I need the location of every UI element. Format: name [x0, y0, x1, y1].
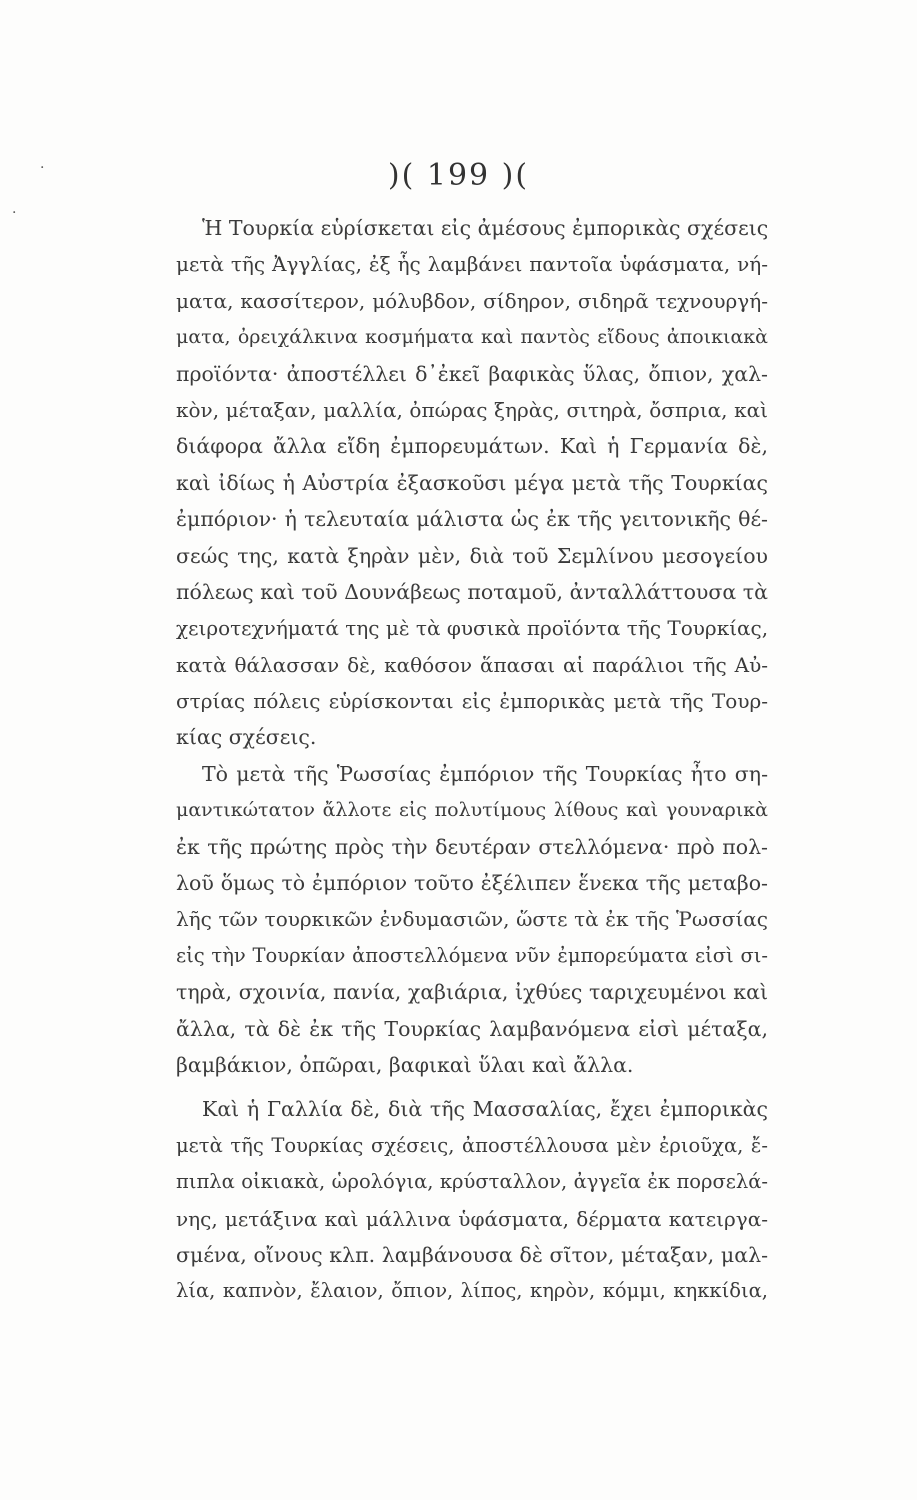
text-line: κατὰ θάλασσαν δὲ, καθόσον ἅπασαι αἱ παράλιοι τῆς Αὐ-: [176, 652, 768, 677]
text-line: κὸν, μέταξαν, μαλλία, ὀπώρας ξηρὰς, σιτηρὰ, ὄσπρια, καὶ: [176, 397, 768, 422]
text-line: βαμβάκιον, ὀπῶραι, βαφικαὶ ὕλαι καὶ ἄλλα.: [176, 1052, 634, 1077]
text-line: χειροτεχνήματά της μὲ τὰ φυσικὰ προϊόντα τῆς Τουρκίας,: [176, 616, 769, 641]
paragraph-2: [176, 756, 768, 1084]
text-line: λῆς τῶν τουρκικῶν ἐνδυμασιῶν, ὥστε τὰ ἐκ τῆς Ῥωσσίας: [176, 907, 768, 932]
text-line: προϊόντα· ἀποστέλλει δ᾽ἐκεῖ βαφικὰς ὕλας, ὄπιον, χαλ-: [176, 361, 768, 386]
text-line: σεώς της, κατὰ ξηρὰν μὲν, διὰ τοῦ Σεμλίνου μεσογείου: [176, 543, 768, 568]
text-line: πόλεως καὶ τοῦ Δουνάβεως ποταμοῦ, ἀνταλλάττουσα τὰ: [176, 579, 768, 604]
text-line: μετὰ τῆς Ἀγγλίας, ἐξ ἧς λαμβάνει παντοῖα ὑφάσματα, νή-: [176, 252, 768, 277]
text-line: πιπλα οἰκιακὰ, ὡρολόγια, κρύσταλλον, ἀγγεῖα ἐκ πορσελά-: [176, 1170, 768, 1194]
text-line: ἐμπόριον· ἡ τελευταία μάλιστα ὡς ἐκ τῆς γειτονικῆς θέ-: [176, 507, 768, 532]
text-line: ματα, κασσίτερον, μόλυβδον, σίδηρον, σιδηρᾶ τεχνουργή-: [176, 288, 768, 313]
text-line: Καὶ ἡ Γαλλία δὲ, διὰ τῆς Μασσαλίας, ἔχει ἐμπορικὰς: [202, 1097, 768, 1122]
text-line: Τὸ μετὰ τῆς Ῥωσσίας ἐμπόριον τῆς Τουρκίας ἦτο ση-: [202, 761, 768, 786]
text-line: εἰς τὴν Τουρκίαν ἀποστελλόμενα νῦν ἐμπορεύματα εἰσὶ σι-: [176, 943, 768, 967]
paragraph-3: [176, 1091, 768, 1309]
text-line: διάφορα ἄλλα εἴδη ἐμπορευμάτων. Καὶ ἡ Γερμανία δὲ,: [176, 434, 768, 459]
page-number: )( 199 )(: [387, 158, 530, 193]
text-line: τηρὰ, σχοινία, πανία, χαβιάρια, ἰχθύες ταριχευμένοι καὶ: [176, 980, 768, 1005]
body-text: [176, 210, 768, 1310]
text-line: Ἡ Τουρκία εὑρίσκεται εἰς ἀμέσους ἐμπορικὰς σχέσεις: [202, 216, 769, 240]
text-line: λία, καπνὸν, ἔλαιον, ὄπιον, λίπος, κηρὸν, κόμμι, κηκκίδια,: [176, 1279, 768, 1303]
margin-speck: ·: [40, 160, 45, 176]
paragraph-1: [176, 210, 768, 756]
text-line: ματα, ὀρειχάλκινα κοσμήματα καὶ παντὸς εἴδους ἀποικιακὰ: [176, 326, 768, 349]
margin-speck: ·: [12, 205, 17, 221]
text-line: μαντικώτατον ἄλλοτε εἰς πολυτίμους λίθους καὶ γουναρικὰ: [176, 799, 768, 822]
text-line: στρίας πόλεις εὑρίσκονται εἰς ἐμπορικὰς μετὰ τῆς Τουρ-: [176, 689, 768, 714]
text-line: καὶ ἰδίως ἡ Αὐστρία ἐξασκοῦσι μέγα μετὰ τῆς Τουρκίας: [176, 470, 768, 495]
paragraph-gap: [176, 1083, 768, 1091]
text-line: ἄλλα, τὰ δὲ ἐκ τῆς Τουρκίας λαμβανόμενα εἰσὶ μέταξα,: [176, 1016, 768, 1041]
text-line: μετὰ τῆς Τουρκίας σχέσεις, ἀποστέλλουσα μὲν ἐριοῦχα, ἔ-: [176, 1133, 768, 1157]
text-line: ἐκ τῆς πρώτης πρὸς τὴν δευτέραν στελλόμενα· πρὸ πολ-: [176, 834, 768, 859]
text-line: σμένα, οἴνους κλπ. λαμβάνουσα δὲ σῖτον, μέταξαν, μαλ-: [176, 1242, 768, 1267]
text-line: κίας σχέσεις.: [176, 725, 317, 750]
text-line: νης, μετάξινα καὶ μάλλινα ὑφάσματα, δέρματα κατειργα-: [176, 1206, 768, 1231]
text-line: λοῦ ὅμως τὸ ἐμπόριον τοῦτο ἐξέλιπεν ἕνεκα τῆς μεταβο-: [176, 871, 768, 896]
